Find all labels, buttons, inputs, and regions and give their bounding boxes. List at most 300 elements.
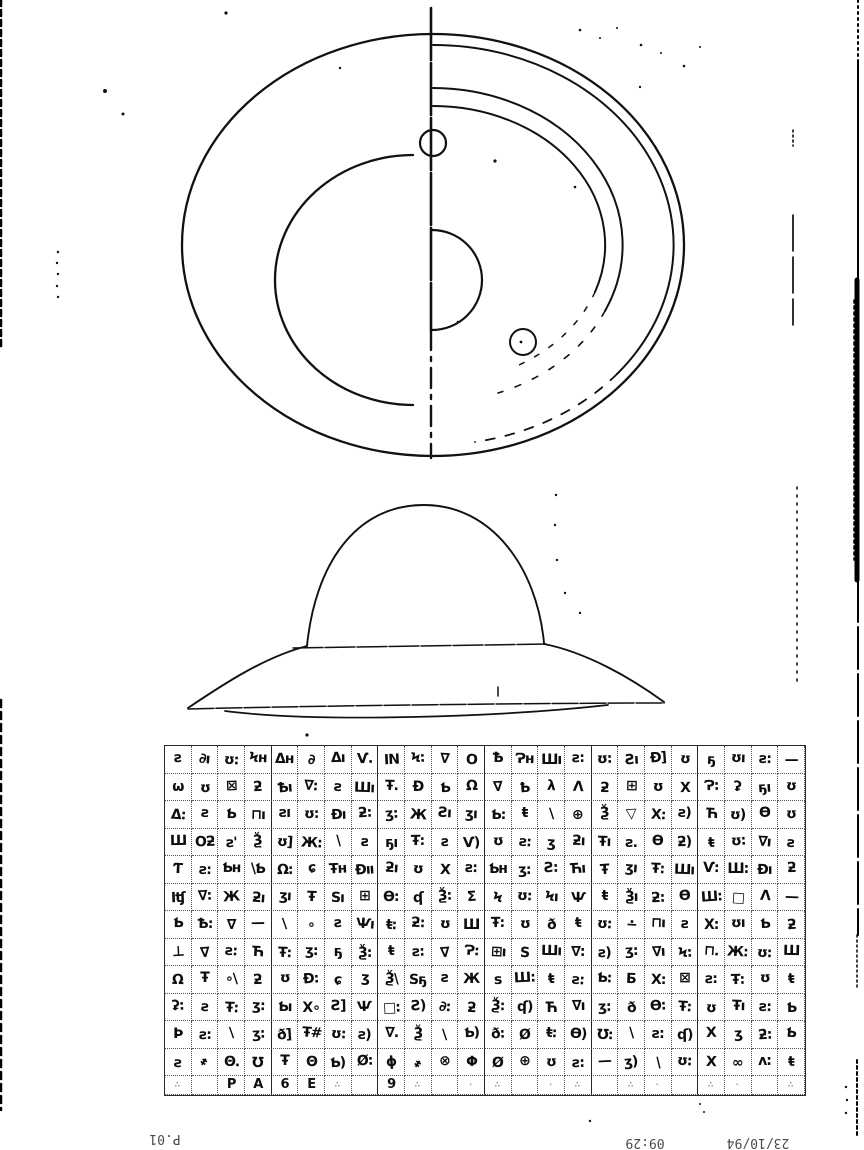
glyph-cell [245, 884, 272, 912]
glyph-cell [697, 774, 725, 802]
glyph: Ϟ [492, 889, 503, 907]
glyph-cell [325, 911, 352, 939]
glyph: □: [382, 999, 401, 1017]
glyph-cell [618, 829, 645, 857]
glyph-cell [565, 856, 592, 884]
glyph: Х [679, 779, 690, 796]
glyph: Ƅ [759, 916, 770, 933]
glyph: ∇ı [651, 943, 665, 961]
glyph-cell [618, 856, 645, 884]
glyph-cell [752, 884, 779, 912]
glyph: ∴ [574, 1080, 582, 1089]
glyph-cell [271, 856, 299, 884]
glyph-cell [458, 966, 485, 994]
glyph-cell [618, 994, 645, 1022]
glyph: Ћ [705, 806, 718, 823]
glyph: Ƅ [785, 1024, 797, 1042]
glyph-cell [432, 746, 459, 774]
glyph-cell [512, 856, 539, 884]
glyph: Ω: [276, 862, 293, 879]
glyph: ƨ: [224, 942, 238, 960]
glyph-cell [725, 966, 752, 994]
glyph-cell [377, 966, 405, 994]
glyph-cell [405, 746, 432, 774]
glyph-cell [538, 856, 565, 884]
glyph-cell [405, 856, 432, 884]
glyph-cell [458, 801, 485, 829]
glyph: Ƨ) [409, 997, 426, 1015]
glyph-cell [165, 774, 192, 802]
port-dot [520, 341, 523, 344]
glyph: ʊ: [729, 832, 746, 850]
glyph-cell [591, 1021, 619, 1049]
glyph: ʊ [412, 861, 424, 878]
glyph: Ϟ: [410, 749, 426, 767]
glyph: E [307, 1077, 316, 1092]
right-arc-3-dashed [519, 292, 595, 365]
glyph: Ƅ) [463, 1024, 479, 1042]
glyph: Х [439, 862, 450, 879]
glyph: ð [626, 999, 636, 1016]
glyph: ŧ: [385, 916, 397, 934]
glyph: Ƅ [439, 779, 450, 796]
glyph: P [226, 1077, 236, 1092]
glyph-cell [752, 746, 779, 774]
glyph: ʡ [733, 778, 742, 795]
glyph-cell [352, 1075, 379, 1095]
glyph-cell [512, 939, 539, 967]
glyph-cell [352, 801, 379, 829]
glyph-cell [778, 801, 805, 829]
glyph-cell [752, 1075, 779, 1095]
glyph-cell [778, 911, 805, 939]
glyph-cell [725, 1075, 752, 1095]
glyph: Х: [650, 972, 666, 989]
glyph-cell [752, 911, 779, 939]
glyph-cell [538, 801, 565, 829]
glyph-cell [752, 939, 779, 967]
glyph-cell [484, 1075, 512, 1095]
glyph: Ш [169, 832, 187, 849]
glyph-cell [512, 1021, 539, 1049]
glyph: ∴ [707, 1080, 715, 1089]
glyph-cell [245, 1075, 272, 1095]
glyph-cell [218, 801, 245, 829]
glyph-cell [405, 994, 432, 1022]
glyph-cell [645, 884, 672, 912]
glyph-cell [432, 939, 459, 967]
glyph-cell [377, 939, 405, 967]
glyph: Ŧ [306, 888, 316, 905]
glyph: Ѯ\ [384, 971, 398, 988]
glyph-cell [218, 829, 245, 857]
glyph-cell [618, 801, 645, 829]
glyph: Ƅ: [596, 969, 613, 987]
glyph: Ŧ [200, 970, 209, 987]
glyph-cell [325, 939, 352, 967]
glyph-cell [432, 1049, 459, 1077]
glyph-cell [245, 801, 272, 829]
glyph: Ø: [356, 1052, 373, 1070]
glyph: ƨ: [571, 1054, 585, 1071]
glyph-cell [325, 774, 352, 802]
glyph: Ш: [700, 888, 723, 906]
glyph-cell [697, 911, 725, 939]
glyph-cell [538, 1075, 565, 1095]
glyph: ƨ: [517, 833, 531, 851]
glyph: ʒ [360, 970, 369, 987]
glyph-cell [484, 1049, 512, 1077]
glyph-cell [672, 856, 699, 884]
glyph: ƨ: [705, 971, 718, 988]
glyph: λ [546, 777, 556, 795]
glyph: Ɖ] [649, 749, 667, 767]
hub-small-circle [420, 130, 446, 156]
glyph-cell [271, 884, 299, 912]
glyph: ƻ [786, 917, 796, 934]
glyph-grid [164, 745, 806, 1076]
glyph: ʊ [705, 999, 717, 1016]
glyph: Ѕ [519, 944, 530, 961]
glyph-cell [752, 994, 779, 1022]
glyph-cell [377, 884, 405, 912]
glyph: Ѵ: [703, 860, 720, 877]
glyph: Ѯ: [490, 997, 505, 1014]
glyph-cell [752, 829, 779, 857]
glyph: ∴ [627, 1080, 635, 1089]
glyph-cell [271, 746, 299, 774]
glyph-cell [591, 966, 619, 994]
glyph: ҕı [385, 834, 398, 851]
glyph: Ѕı [331, 889, 345, 906]
glyph-cell [512, 1049, 539, 1077]
glyph-cell [218, 746, 245, 774]
glyph: ƨ [333, 778, 342, 795]
glyph: ƨ [360, 833, 369, 850]
glyph: Ƅ [226, 806, 237, 823]
glyph-cell [458, 939, 485, 967]
glyph-cell [165, 994, 192, 1022]
glyph-cell [165, 1049, 192, 1077]
glyph-cell [645, 939, 672, 967]
glyph-cell [512, 1075, 539, 1095]
glyph: ҕ [333, 943, 342, 960]
glyph: ƻ: [410, 915, 425, 932]
glyph: ⊥ [171, 943, 185, 961]
glyph: ʊ [199, 779, 210, 796]
glyph: Ϟʜ [248, 749, 267, 767]
glyph: ѕ [493, 972, 502, 989]
glyph: ∞ [732, 1054, 744, 1071]
glyph-cell [245, 856, 272, 884]
glyph: Ϟ: [677, 944, 692, 962]
glyph-cell [484, 774, 512, 802]
glyph: ƨ [333, 915, 342, 932]
glyph-cell [352, 911, 379, 939]
glyph: ϕ [385, 1053, 397, 1071]
glyph-cell [484, 966, 512, 994]
glyph-cell [697, 966, 725, 994]
glyph-cell [271, 966, 299, 994]
glyph: Ŧ. [384, 777, 398, 794]
glyph-cell [458, 911, 485, 939]
glyph-cell [538, 911, 565, 939]
glyph: Ŧ: [491, 915, 505, 932]
glyph: Ιʧ [170, 889, 186, 906]
glyph: Δ: [169, 806, 186, 824]
glyph: A [253, 1077, 263, 1092]
glyph: ʠ [412, 889, 424, 906]
glyph-cell [672, 911, 699, 939]
glyph-cell [484, 994, 512, 1022]
glyph: ʒ: [518, 862, 531, 879]
glyph: Ћı [569, 860, 586, 878]
glyph-cell [484, 911, 512, 939]
glyph: \ [548, 806, 554, 823]
glyph: ʒ) [623, 1053, 639, 1071]
glyph: ∇ı [571, 997, 585, 1014]
glyph-cell [512, 774, 539, 802]
glyph: ∇: [571, 943, 585, 960]
glyph-cell [218, 911, 245, 939]
glyph: ∇ [199, 944, 210, 962]
glyph-cell [778, 746, 805, 774]
glyph-cell [298, 829, 325, 857]
glyph-cell [484, 939, 512, 967]
glyph: ∇ [493, 778, 503, 795]
glyph-cell [538, 1049, 565, 1077]
glyph: Ѯ [599, 805, 610, 822]
fax-page-number: P.01 [149, 1131, 181, 1146]
glyph-cell [645, 994, 672, 1022]
glyph-cell [377, 911, 405, 939]
glyph: Λ [759, 887, 770, 904]
glyph: ∇ [439, 944, 450, 962]
glyph: ʒ [733, 1026, 743, 1043]
glyph: ∇ [439, 750, 450, 768]
glyph-cell [218, 856, 245, 884]
glyph: Δı [330, 750, 345, 767]
glyph-cell [697, 856, 725, 884]
glyph-cell [672, 966, 699, 994]
glyph-cell [432, 884, 459, 912]
glyph-cell [405, 774, 432, 802]
glyph: ʊı [730, 750, 745, 767]
port-small-circle [510, 329, 536, 355]
glyph: Шı [674, 861, 695, 879]
glyph-cell [298, 884, 325, 912]
glyph: Ŧ# [301, 1024, 322, 1042]
glyph: Ѳ [759, 805, 770, 822]
glyph: ⊠ [679, 970, 690, 987]
glyph-cell [645, 801, 672, 829]
glyph-cell [458, 1075, 485, 1095]
glyph: ΙΝ [383, 751, 400, 769]
glyph: ʒ [546, 834, 556, 851]
glyph-cell [645, 746, 672, 774]
glyph-cell [725, 994, 752, 1022]
glyph: ʠ) [676, 1027, 693, 1044]
glyph: ƨ: [758, 751, 771, 768]
glyph: ∸ [625, 916, 637, 934]
glyph: ƨ. [625, 834, 637, 851]
glyph: ʊ [546, 1053, 557, 1070]
glyph: Ѕҕ [408, 972, 427, 989]
glyph-cell [245, 746, 272, 774]
rim-top-line [293, 644, 546, 648]
glyph-cell [697, 1075, 725, 1095]
glyph: Ɖıı [354, 861, 375, 879]
glyph: ∴ [414, 1080, 422, 1089]
glyph-cell [725, 829, 752, 857]
glyph-cell [538, 994, 565, 1022]
glyph: ƻ [253, 972, 263, 989]
glyph: Ѯ: [357, 944, 372, 961]
glyph-cell [325, 801, 352, 829]
glyph: ⊓ı [650, 915, 666, 932]
glyph-cell [618, 746, 645, 774]
glyph-cell [165, 884, 192, 912]
glyph: · [735, 1080, 740, 1089]
glyph: ∂: [438, 998, 451, 1016]
glyph-cell [565, 884, 592, 912]
glyph: ŧ [521, 805, 528, 822]
glyph: Ѳ: [383, 888, 400, 905]
glyph: ▽ [625, 805, 637, 823]
glyph: Ѳ [678, 887, 691, 905]
glyph-cell [565, 829, 592, 857]
glyph: Ŧ: [411, 832, 425, 849]
glyph-cell [565, 1021, 592, 1049]
glyph-cell [405, 966, 432, 994]
glyph: Φ [465, 1053, 477, 1070]
glyph: Λ [572, 778, 584, 795]
glyph-cell [325, 994, 352, 1022]
glyph: ƨ [173, 750, 182, 767]
glyph-cell [512, 801, 539, 829]
glyph-cell [298, 966, 325, 994]
glyph: ʊ: [330, 1025, 346, 1043]
glyph-cell [697, 939, 725, 967]
glyph: ƨ [200, 805, 209, 822]
glyph-cell [192, 829, 219, 857]
glyph-cell [165, 746, 192, 774]
glyph: ɕ [307, 860, 316, 877]
glyph: Θ. [223, 1053, 240, 1071]
glyph-cell [697, 994, 725, 1022]
glyph-cell [752, 774, 779, 802]
glyph-cell [484, 746, 512, 774]
glyph-cell [377, 801, 405, 829]
glyph-cell [432, 966, 459, 994]
glyph: Ш: [727, 861, 749, 878]
glyph-cell [271, 829, 299, 857]
glyph: ƨı [278, 805, 291, 822]
glyph-cell [618, 884, 645, 912]
glyph-cell [245, 911, 272, 939]
glyph-cell [778, 856, 805, 884]
glyph: Ѯ [252, 832, 263, 850]
glyph: ⊞ı [490, 943, 506, 961]
glyph-cell [352, 966, 379, 994]
glyph-cell [271, 994, 299, 1022]
glyph-cell [377, 746, 405, 774]
glyph-cell [352, 774, 379, 802]
glyph-cell [725, 774, 752, 802]
glyph: Ŧ: [277, 944, 292, 961]
glyph: ʊ [279, 970, 290, 987]
glyph: — [784, 752, 798, 769]
glyph: \Ƅ [250, 861, 265, 878]
glyph: ð: [490, 1025, 505, 1043]
glyph: Ж: [727, 943, 749, 961]
glyph: Ѳ) [569, 1025, 587, 1043]
glyph: Ѯ [413, 1026, 423, 1043]
glyph-cell [645, 1049, 672, 1077]
glyph-cell [271, 1075, 299, 1095]
glyph-cell [725, 1021, 752, 1049]
glyph: Ŧʜ [328, 860, 347, 878]
glyph: □ [731, 889, 745, 907]
glyph-cell [245, 1049, 272, 1077]
glyph-cell [432, 856, 459, 884]
glyph-cell [405, 829, 432, 857]
glyph-cell [458, 856, 485, 884]
glyph-cell [165, 856, 192, 884]
glyph-cell [298, 774, 325, 802]
glyph: — [251, 915, 265, 932]
glyph-cell [271, 774, 299, 802]
glyph-cell [325, 746, 352, 774]
glyph: Ŧı [731, 997, 745, 1014]
glyph-cell [645, 966, 672, 994]
glyph: ƨ [680, 916, 689, 933]
glyph: ƻ [253, 778, 263, 795]
glyph: ∇ [226, 917, 236, 934]
glyph: ∴ [787, 1080, 795, 1089]
glyph: ∇: [197, 887, 212, 905]
glyph: Ш [782, 942, 800, 959]
glyph: O [465, 751, 477, 769]
glyph-cell [405, 801, 432, 829]
glyph-cell [752, 1021, 779, 1049]
glyph: ƨ [173, 1054, 182, 1071]
glyph: Х [705, 1053, 717, 1070]
glyph-cell [697, 801, 725, 829]
glyph-cell [618, 774, 645, 802]
glyph-cell [192, 1021, 219, 1049]
glyph: Ø [518, 1026, 531, 1044]
glyph-cell [192, 774, 219, 802]
glyph: Ж: [300, 834, 322, 852]
glyph-cell [778, 829, 805, 857]
right-arc-1-dashed [475, 374, 617, 442]
glyph-cell [591, 884, 619, 912]
glyph: ð] [276, 1026, 293, 1044]
glyph-cell [778, 1075, 805, 1095]
glyph-cell [484, 884, 512, 912]
glyph-cell [325, 856, 352, 884]
glyph-cell [405, 884, 432, 912]
glyph-cell [672, 884, 699, 912]
glyph: ʒı [278, 887, 291, 905]
glyph-cell [377, 829, 405, 857]
glyph: ʊ: [756, 944, 772, 961]
glyph-cell [538, 884, 565, 912]
glyph: ʊ: [676, 1052, 693, 1070]
glyph: Ω [465, 777, 477, 794]
glyph-cell [672, 1075, 699, 1095]
